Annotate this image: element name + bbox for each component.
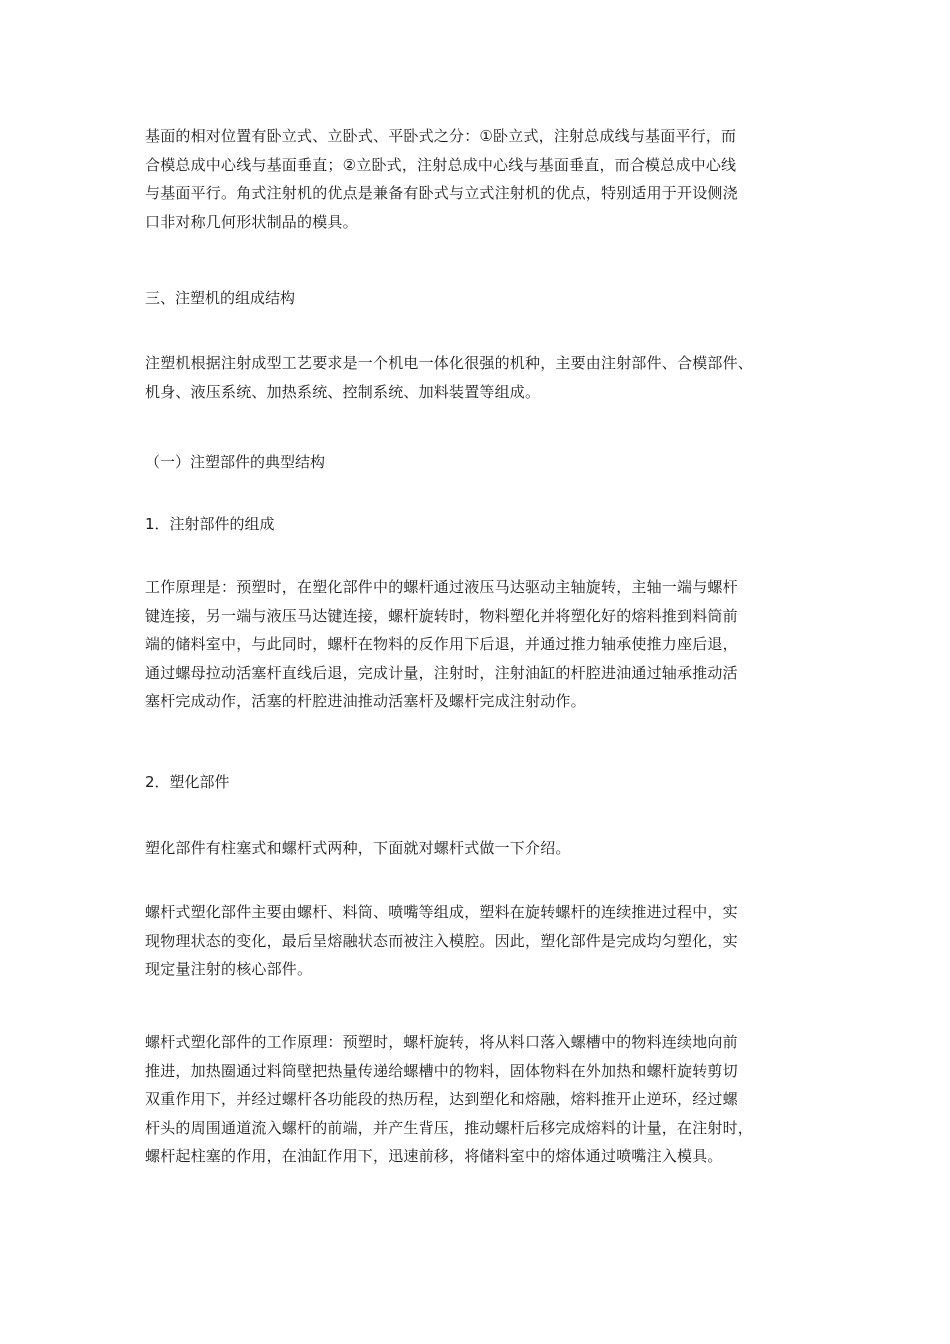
text-line: 通过螺母拉动活塞杆直线后退，完成计量，注射时，注射油缸的杆腔进油通过轴承推动活	[145, 663, 738, 682]
text-line: 塞杆完成动作，活塞的杆腔进油推动活塞杆及螺杆完成注射动作。	[145, 692, 586, 711]
text-line: 与基面平行。角式注射机的优点是兼备有卧式与立式注射机的优点，特别适用于开设侧浇	[145, 184, 738, 203]
paragraph-screw-plasticizing	[145, 898, 738, 984]
text-line: 塑化部件有柱塞式和螺杆式两种，下面就对螺杆式做一下介绍。	[145, 839, 571, 857]
subsection-heading: （一）注塑部件的典型结构	[145, 453, 326, 471]
text-line: 双重作用下，并经过螺杆各功能段的热历程，达到塑化和熔融，熔料推开止逆环，经过螺	[145, 1090, 738, 1109]
text-line: 端的储料室中，与此同时，螺杆在物料的反作用下后退，并通过推力轴承使推力座后退，	[145, 635, 738, 654]
text-line: 螺杆式塑化部件主要由螺杆、料筒、喷嘴等组成，塑料在旋转螺杆的连续推进过程中，实	[145, 903, 738, 921]
text-line: 推进，加热圈通过料筒壁把热量传递给螺槽中的物料，固体物料在外加热和螺杆旋转剪切	[145, 1061, 738, 1080]
paragraph-screw-principle	[145, 1028, 753, 1171]
text-line: 工作原理是：预塑时，在塑化部件中的螺杆通过液压马达驱动主轴旋转，主轴一端与螺杆	[145, 578, 738, 596]
section-heading: 三、注塑机的组成结构	[145, 289, 296, 307]
paragraph-molding-orientation	[145, 122, 738, 236]
text-line: 口非对称几何形状制品的模具。	[145, 212, 358, 231]
item-heading: 1．注射部件的组成	[145, 515, 275, 533]
text-line: 杆头的周围通道流入螺杆的前端，并产生背压，推动螺杆后移完成熔料的计量，在注射时，	[145, 1118, 754, 1137]
text-line: 螺杆式塑化部件的工作原理：预塑时，螺杆旋转，将从料口落入螺槽中的物料连续地向前	[145, 1033, 738, 1051]
text-line: 基面的相对位置有卧立式、立卧式、平卧式之分：①卧立式，注射总成线与基面平行，而	[145, 127, 737, 145]
paragraph-machine-composition	[145, 349, 753, 406]
text-line: 注塑机根据注射成型工艺要求是一个机电一体化很强的机种，主要由注射部件、合模部件、	[145, 354, 754, 372]
paragraph-working-principle	[145, 573, 738, 716]
text-line: 现定量注射的核心部件。	[145, 960, 313, 979]
text-line: 机身、液压系统、加热系统、控制系统、加料装置等组成。	[145, 382, 541, 401]
text-line: 现物理状态的变化，最后呈熔融状态而被注入模腔。因此，塑化部件是完成均匀塑化，实	[145, 931, 738, 950]
text-line: 螺杆起柱塞的作用，在油缸作用下，迅速前移，将储料室中的熔体通过喷嘴注入模具。	[145, 1147, 723, 1166]
text-line: 合模总成中心线与基面垂直；②立卧式，注射总成中心线与基面垂直，而合模总成中心线	[145, 155, 737, 174]
item-heading: 2．塑化部件	[145, 773, 230, 791]
paragraph-plasticizing-types	[145, 834, 571, 863]
text-line: 键连接，另一端与液压马达键连接，螺杆旋转时，物料塑化并将塑化好的熔料推到料筒前	[145, 606, 738, 625]
